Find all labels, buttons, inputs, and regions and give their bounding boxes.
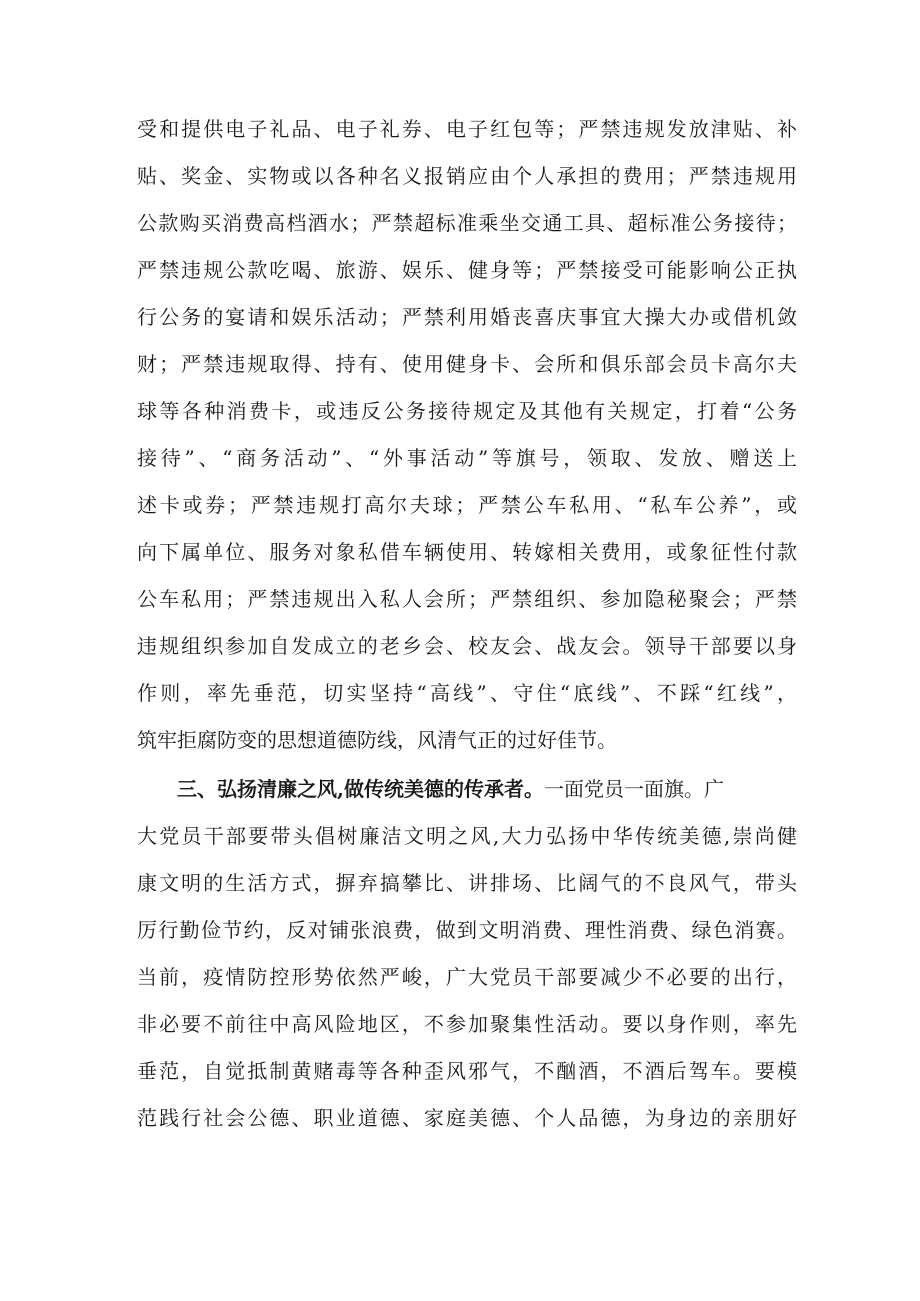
body-text-line: 垂范，自觉抵制黄赌毒等各种歪风邪气，不酗酒，不酒后驾车。要模 <box>137 1059 797 1083</box>
body-text-line: 贴、奖金、实物或以各种名义报销应由个人承担的费用；严禁违规用 <box>137 164 797 188</box>
body-text-line: 严禁违规公款吃喝、旅游、娱乐、健身等；严禁接受可能影响公正执 <box>137 258 797 282</box>
section-heading-rest: 一面党员一面旗。广 <box>543 777 724 801</box>
body-text-line: 作则，率先垂范，切实坚持“高线”、守住“底线”、不踩“红线”， <box>137 681 797 705</box>
body-text-line: 当前，疫情防控形势依然严峻，广大党员干部要减少不必要的出行， <box>137 965 797 989</box>
body-text-line: 非必要不前往中高风险地区，不参加聚集性活动。要以身作则，率先 <box>137 1012 797 1036</box>
body-text-line: 范践行社会公德、职业道德、家庭美德、个人品德，为身边的亲朋好 <box>137 1106 797 1130</box>
body-text-line: 受和提供电子礼品、电子礼券、电子红包等；严禁违规发放津贴、补 <box>137 117 797 141</box>
body-text-line: 筑牢拒腐防变的思想道德防线，风清气正的过好佳节。 <box>137 728 617 752</box>
body-text-line: 行公务的宴请和娱乐活动；严禁利用婚丧喜庆事宜大操大办或借机敛 <box>137 305 797 329</box>
section-heading-line <box>177 770 797 808</box>
body-text-line: 接待”、“商务活动”、“外事活动”等旗号，领取、发放、赠送上 <box>137 446 797 470</box>
body-text-line: 大党员干部要带头倡树廉洁文明之风,大力弘扬中华传统美德,崇尚健 <box>137 824 797 848</box>
body-text-line: 向下属单位、服务对象私借车辆使用、转嫁相关费用，或象征性付款 <box>137 540 797 564</box>
body-text-line: 康文明的生活方式，摒弃搞攀比、讲排场、比阔气的不良风气，带头 <box>137 871 797 895</box>
body-text-line: 公款购买消费高档酒水；严禁超标准乘坐交通工具、超标准公务接待； <box>137 211 797 235</box>
body-text-line: 财；严禁违规取得、持有、使用健身卡、会所和俱乐部会员卡高尔夫 <box>137 352 797 376</box>
body-text-line: 球等各种消费卡，或违反公务接待规定及其他有关规定，打着“公务 <box>137 399 797 423</box>
body-text-line: 述卡或券；严禁违规打高尔夫球；严禁公车私用、“私车公养”，或 <box>137 493 797 517</box>
body-text-line: 违规组织参加自发成立的老乡会、校友会、战友会。领导干部要以身 <box>137 634 797 658</box>
body-text-line: 厉行勤俭节约，反对铺张浪费，做到文明消费、理性消费、绿色消赛。 <box>137 918 797 942</box>
section-heading: 三、弘扬清廉之风,做传统美德的传承者。 <box>177 777 544 801</box>
body-text-line: 公车私用；严禁违规出入私人会所；严禁组织、参加隐秘聚会；严禁 <box>137 587 797 611</box>
